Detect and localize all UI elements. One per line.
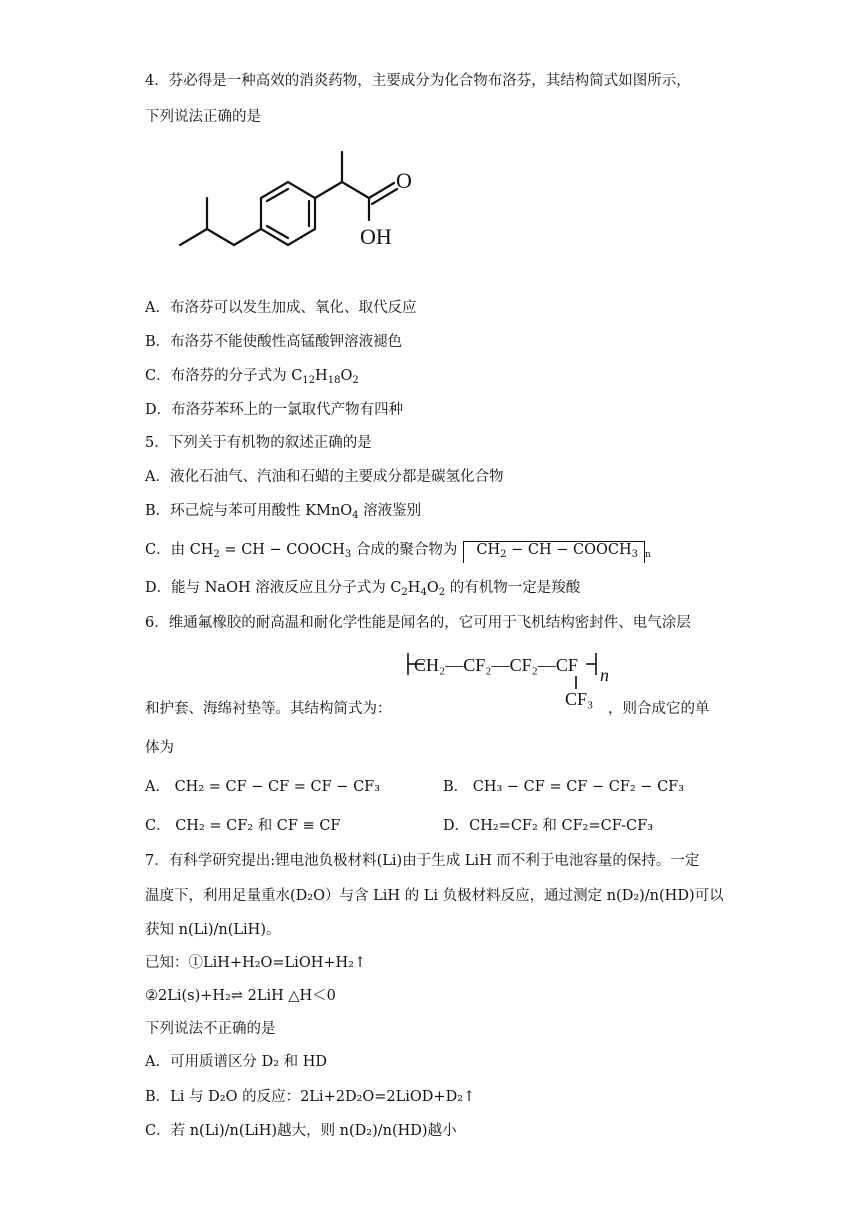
oxygen-label: O bbox=[396, 168, 412, 193]
q4-option-c bbox=[145, 366, 359, 391]
q6-option-c: C． CH₂ = CF₂ 和 CF ≡ CF bbox=[145, 818, 341, 834]
q5-c-sub1: 2 bbox=[213, 549, 220, 560]
q5-stem: 5．下列关于有机物的叙述正确的是 bbox=[145, 435, 372, 451]
q5-c-text: 合成的聚合物为 bbox=[351, 542, 458, 558]
q6-option-d: D．CH₂=CF₂ 和 CF₂=CF-CF₃ bbox=[443, 818, 654, 834]
benzene-ring bbox=[261, 182, 315, 245]
bond bbox=[369, 183, 394, 198]
q5-d-s3: 2 bbox=[438, 587, 446, 598]
bond bbox=[315, 182, 342, 198]
q6-stem-line1: 6．维通氟橡胶的耐高温和耐化学性能是闻名的，它可用于飞机结构密封件、电气涂层 bbox=[145, 615, 691, 631]
q7-option-b: B．Li 与 D₂O 的反应：2Li+2D₂O=2LiOD+D₂↑ bbox=[145, 1089, 476, 1105]
q4-option-a: A．布洛芬可以发生加成、氧化、取代反应 bbox=[145, 300, 417, 316]
q6-option-a: A． CH₂ = CF − CF = CF − CF₃ bbox=[145, 779, 381, 795]
q5-option-c bbox=[145, 540, 651, 565]
bond bbox=[207, 229, 234, 245]
polymer-main-chain: CH₂—CF₂—CF₂—CF bbox=[414, 655, 578, 675]
q5-option-a: A．液化石油气、汽油和石蜡的主要成分都是碳氢化合物 bbox=[145, 469, 504, 485]
q4-option-b: B．布洛芬不能使酸性高锰酸钾溶液褪色 bbox=[145, 334, 403, 350]
q4-c-n3: 2 bbox=[352, 375, 359, 386]
q7-option-c: C．若 n(Li)/n(LiH)越大，则 n(D₂)/n(HD)越小 bbox=[145, 1123, 457, 1139]
q5-c-poly-sub1: 2 bbox=[500, 549, 507, 560]
q5-c-poly-sub2: 3 bbox=[631, 549, 638, 560]
q5-b-prefix: B．环己烷与苯可用酸性 KMnO bbox=[145, 503, 353, 519]
q7-question: 下列说法不正确的是 bbox=[145, 1021, 276, 1037]
bond bbox=[342, 182, 369, 198]
q4-c-o: O bbox=[340, 368, 353, 384]
q6-stem-line2b: ，则合成它的单 bbox=[608, 701, 710, 717]
q5-d-h: H bbox=[407, 580, 421, 596]
q6-option-b: B． CH₃ − CF = CF − CF₂ − CF₃ bbox=[443, 779, 685, 795]
q5-c-polymer bbox=[463, 541, 645, 563]
q5-c-mid: = CH − COOCH bbox=[219, 542, 345, 558]
q5-option-d bbox=[145, 578, 580, 603]
q4-c-h: H bbox=[315, 368, 328, 384]
q5-b-sub: 4 bbox=[352, 510, 359, 521]
q5-option-b bbox=[145, 501, 421, 526]
polymer-branch: CF₃ bbox=[565, 689, 594, 709]
q5-c-poly-mid: − CH − COOCH bbox=[506, 542, 632, 558]
q6-stem-line3: 体为 bbox=[145, 740, 174, 756]
q4-c-n1: 12 bbox=[302, 375, 316, 386]
q4-stem-line1: 4．芬必得是一种高效的消炎药物，主要成分为化合物布洛芬，其结构简式如图所示， bbox=[145, 73, 691, 89]
q7-stem-line1: 7．有科学研究提出:锂电池负极材料(Li)由于生成 LiH 而不利于电池容量的保持。一定 bbox=[145, 853, 700, 869]
q5-d-o: O bbox=[426, 580, 439, 596]
bond bbox=[267, 189, 288, 201]
q5-d-prefix: D．能与 NaOH 溶液反应且分子式为 C bbox=[145, 580, 402, 596]
fluororubber-structure bbox=[400, 645, 640, 715]
q5-d-s1: 2 bbox=[401, 587, 408, 598]
polymer-n: n bbox=[600, 665, 609, 685]
q6-stem-line2a: 和护套、海绵衬垫等。其结构简式为： bbox=[145, 701, 392, 717]
ibuprofen-structure bbox=[170, 140, 430, 270]
q4-option-d: D．布洛芬苯环上的一氯取代产物有四种 bbox=[145, 402, 404, 418]
q5-b-suffix: 溶液鉴别 bbox=[358, 503, 422, 519]
hydroxyl-label: OH bbox=[360, 224, 392, 249]
q4-c-n2: 18 bbox=[327, 375, 341, 386]
bond bbox=[372, 189, 397, 204]
q5-c-poly-ch: CH bbox=[476, 542, 501, 558]
q7-known1: 已知：①LiH+H₂O=LiOH+H₂↑ bbox=[145, 955, 367, 971]
q7-stem-line3: 获知 n(Li)/n(LiH)。 bbox=[145, 922, 281, 938]
q5-c-sub2: 3 bbox=[344, 549, 352, 560]
bond bbox=[234, 229, 261, 245]
q7-known2: ②2Li(s)+H₂⇌ 2LiH △H＜0 bbox=[145, 988, 336, 1004]
q7-option-a: A．可用质谱区分 D₂ 和 HD bbox=[145, 1054, 328, 1070]
q5-c-n: n bbox=[645, 550, 651, 560]
bond bbox=[180, 229, 207, 245]
q5-d-suffix: 的有机物一定是羧酸 bbox=[445, 580, 581, 596]
q5-d-s2: 4 bbox=[420, 587, 427, 598]
q7-stem-line2: 温度下，利用足量重水(D₂O）与含 LiH 的 Li 负极材料反应，通过测定 n(D₂)/n(HD)可以 bbox=[145, 888, 724, 904]
q5-c-prefix: C．由 CH bbox=[145, 542, 214, 558]
q4-stem-line2: 下列说法正确的是 bbox=[145, 109, 261, 125]
bond bbox=[267, 226, 288, 238]
q4-c-prefix: C．布洛芬的分子式为 C bbox=[145, 368, 303, 384]
